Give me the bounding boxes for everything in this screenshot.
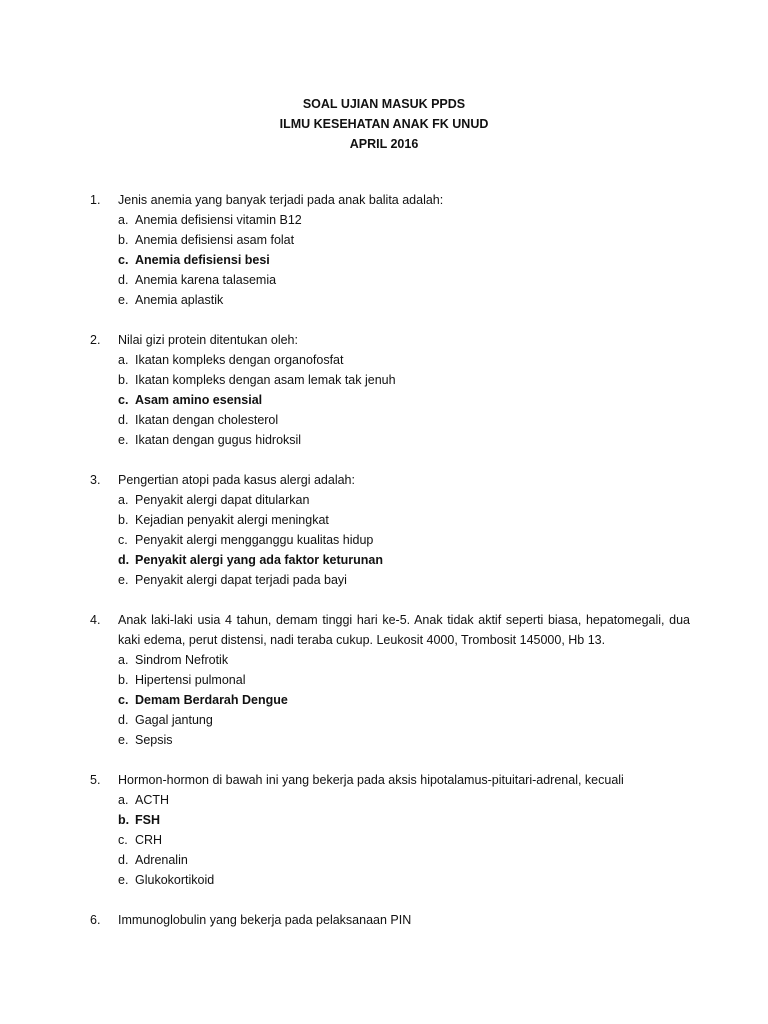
option-text: Kejadian penyakit alergi meningkat bbox=[135, 513, 329, 527]
option-letter: e. bbox=[118, 433, 129, 447]
answer-option-correct bbox=[118, 390, 690, 410]
option-letter: b. bbox=[118, 813, 130, 827]
option-letter: d. bbox=[118, 273, 129, 287]
option-letter: a. bbox=[118, 653, 129, 667]
question-text: Nilai gizi protein ditentukan oleh: bbox=[118, 333, 298, 347]
option-text: Hipertensi pulmonal bbox=[135, 673, 246, 687]
option-letter: b. bbox=[118, 673, 129, 687]
answer-option bbox=[118, 650, 690, 670]
option-letter: c. bbox=[118, 253, 129, 267]
document-header bbox=[0, 94, 768, 154]
question-number: 6. bbox=[90, 913, 101, 927]
question-text: Immunoglobulin yang bekerja pada pelaksanaan PIN bbox=[118, 913, 412, 927]
option-letter: e. bbox=[118, 293, 129, 307]
option-text: Anemia defisiensi besi bbox=[135, 253, 270, 267]
option-letter: b. bbox=[118, 373, 129, 387]
question-text: Hormon-hormon di bawah ini yang bekerja pada aksis hipotalamus-pituitari-adrenal, kecuali bbox=[118, 773, 624, 787]
option-letter: a. bbox=[118, 793, 129, 807]
answer-option bbox=[118, 430, 690, 450]
header-department: ILMU KESEHATAN ANAK FK UNUD bbox=[279, 117, 489, 131]
option-letter: c. bbox=[118, 833, 128, 847]
option-text: ACTH bbox=[135, 793, 170, 807]
header-date: APRIL 2016 bbox=[349, 137, 419, 151]
answer-option bbox=[118, 830, 690, 850]
answer-option bbox=[118, 210, 690, 230]
option-letter: e. bbox=[118, 733, 129, 747]
question-text: Jenis anemia yang banyak terjadi pada anak balita adalah: bbox=[118, 193, 444, 207]
question-number: 4. bbox=[90, 613, 101, 627]
answer-option bbox=[118, 570, 690, 590]
question-number: 3. bbox=[90, 473, 101, 487]
question-stem bbox=[90, 910, 690, 930]
answer-option bbox=[118, 710, 690, 730]
option-text: CRH bbox=[135, 833, 163, 847]
answer-option bbox=[118, 370, 690, 390]
option-list bbox=[118, 350, 690, 450]
option-letter: a. bbox=[118, 493, 129, 507]
question-item bbox=[90, 770, 690, 890]
answer-option bbox=[118, 490, 690, 510]
option-text: Asam amino esensial bbox=[135, 393, 263, 407]
option-text: Adrenalin bbox=[135, 853, 188, 867]
question-text: Anak laki-laki usia 4 tahun, demam tinggi hari ke-5. Anak tidak aktif seperti biasa, hepatomegali, dua kaki edema, perut distensi, nadi teraba cukup. Leukosit 4000, Trombosit 145000, Hb 13. bbox=[118, 613, 690, 647]
option-text: Ikatan dengan gugus hidroksil bbox=[135, 433, 302, 447]
question-item bbox=[90, 190, 690, 310]
question-stem bbox=[90, 330, 690, 350]
option-text: Penyakit alergi yang ada faktor keturunan bbox=[135, 553, 383, 567]
option-letter: a. bbox=[118, 353, 129, 367]
answer-option bbox=[118, 870, 690, 890]
answer-option bbox=[118, 510, 690, 530]
answer-option bbox=[118, 790, 690, 810]
option-text: Penyakit alergi mengganggu kualitas hidup bbox=[135, 533, 374, 547]
question-item bbox=[90, 610, 690, 750]
option-text: Anemia defisiensi asam folat bbox=[135, 233, 295, 247]
answer-option bbox=[118, 270, 690, 290]
answer-option bbox=[118, 670, 690, 690]
option-text: Glukokortikoid bbox=[135, 873, 215, 887]
option-letter: c. bbox=[118, 693, 129, 707]
answer-option bbox=[118, 730, 690, 750]
question-stem bbox=[90, 770, 690, 790]
answer-option bbox=[118, 850, 690, 870]
question-item bbox=[90, 910, 690, 930]
option-text: Gagal jantung bbox=[135, 713, 213, 727]
option-letter: e. bbox=[118, 573, 129, 587]
option-text: Anemia karena talasemia bbox=[135, 273, 277, 287]
question-stem bbox=[90, 470, 690, 490]
question-item bbox=[90, 330, 690, 450]
answer-option bbox=[118, 530, 690, 550]
question-text: Pengertian atopi pada kasus alergi adalah: bbox=[118, 473, 355, 487]
answer-option bbox=[118, 230, 690, 250]
header-title: SOAL UJIAN MASUK PPDS bbox=[302, 97, 466, 111]
option-letter: a. bbox=[118, 213, 129, 227]
answer-option bbox=[118, 410, 690, 430]
question-number: 2. bbox=[90, 333, 101, 347]
option-list bbox=[118, 490, 690, 590]
option-letter: d. bbox=[118, 553, 130, 567]
option-text: Anemia defisiensi vitamin B12 bbox=[135, 213, 302, 227]
option-letter: c. bbox=[118, 533, 128, 547]
option-text: Sindrom Nefrotik bbox=[135, 653, 229, 667]
answer-option-correct bbox=[118, 550, 690, 570]
option-letter: b. bbox=[118, 513, 129, 527]
question-item bbox=[90, 470, 690, 590]
answer-option-correct bbox=[118, 810, 690, 830]
option-letter: d. bbox=[118, 413, 129, 427]
option-list bbox=[118, 650, 690, 750]
option-text: FSH bbox=[135, 813, 160, 827]
option-text: Penyakit alergi dapat terjadi pada bayi bbox=[135, 573, 347, 587]
option-letter: b. bbox=[118, 233, 129, 247]
option-letter: d. bbox=[118, 713, 129, 727]
answer-option bbox=[118, 350, 690, 370]
option-letter: c. bbox=[118, 393, 129, 407]
answer-option-correct bbox=[118, 690, 690, 710]
option-text: Anemia aplastik bbox=[135, 293, 224, 307]
answer-option bbox=[118, 290, 690, 310]
option-letter: d. bbox=[118, 853, 129, 867]
option-text: Penyakit alergi dapat ditularkan bbox=[135, 493, 310, 507]
option-text: Demam Berdarah Dengue bbox=[135, 693, 288, 707]
question-stem bbox=[90, 190, 690, 210]
option-letter: e. bbox=[118, 873, 129, 887]
option-text: Ikatan kompleks dengan organofosfat bbox=[135, 353, 344, 367]
option-text: Sepsis bbox=[135, 733, 173, 747]
question-list bbox=[90, 190, 690, 950]
option-text: Ikatan dengan cholesterol bbox=[135, 413, 279, 427]
option-text: Ikatan kompleks dengan asam lemak tak jenuh bbox=[135, 373, 396, 387]
question-stem bbox=[90, 610, 690, 650]
option-list bbox=[118, 790, 690, 890]
answer-option-correct bbox=[118, 250, 690, 270]
option-list bbox=[118, 210, 690, 310]
question-number: 1. bbox=[90, 193, 101, 207]
question-number: 5. bbox=[90, 773, 101, 787]
